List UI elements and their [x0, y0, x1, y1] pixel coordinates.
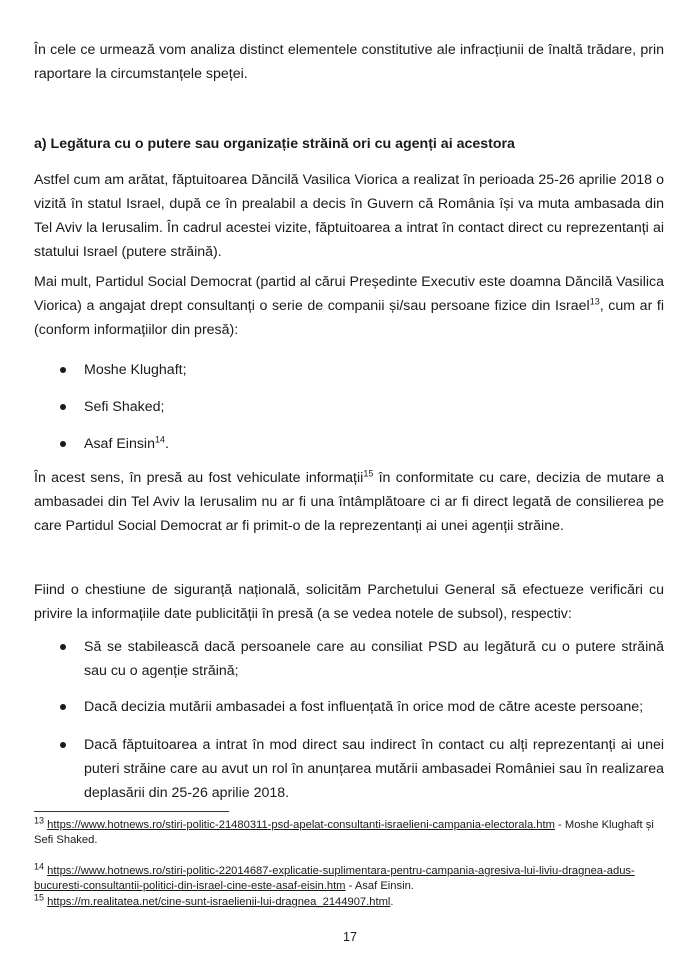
- list-item-text: Să se stabilească dacă persoanele care au consiliat PSD au legătură cu o putere străină sau cu o agenție străină;: [84, 639, 664, 679]
- paragraph-consultants: [34, 270, 664, 342]
- bullet-icon: [60, 441, 66, 447]
- list-item: [60, 733, 664, 805]
- footnote-number: 14: [34, 861, 45, 872]
- footnote-ref-15[interactable]: 15: [363, 468, 374, 479]
- footnote-text: - Asaf Einsin.: [345, 880, 414, 892]
- list-item: [60, 395, 664, 419]
- footnote-text: .: [390, 896, 394, 908]
- list-item-punct: .: [165, 436, 169, 452]
- paragraph-visit: Astfel cum am arătat, făptuitoarea Dăncilă Vasilica Viorica a realizat în perioada 25-26 aprilie 2018 o vizită în statul Israel, după ce în prealabil a decis în Guvern că România își va muta ambasada din Tel Aviv la Ierusalim. În cadrul acestei vizite, făptuitoarea a intrat în contact direct cu reprezentanți ai statului Israel (putere străină).: [34, 172, 664, 260]
- footnote-number: 15: [34, 892, 45, 903]
- footnote-number: 13: [34, 815, 45, 826]
- bullet-icon: [60, 367, 66, 373]
- list-item-label: Asaf Einsin: [84, 436, 155, 452]
- footnote-divider: [34, 811, 229, 812]
- list-item: [60, 695, 664, 719]
- list-item: [60, 358, 664, 382]
- page-number: 17: [343, 930, 357, 944]
- footnote-text: - Moshe Klughaft și Sefi Shaked.: [34, 819, 654, 846]
- paragraph-request: Fiind o chestiune de siguranță națională, solicităm Parchetului General să efectueze verificări cu privire la informațiile date publicității în presă (a se vedea notele de subsol), respectiv:: [34, 582, 664, 622]
- paragraph-consultants-text: Mai mult, Partidul Social Democrat (partid al cărui Președinte Executiv este doamna Dăncilă Vasilica Viorica) a angajat drept consultanți o serie de companii și/sau persoane fizice din Israel: [34, 274, 664, 314]
- list-item-text: Moshe Klughaft;: [84, 362, 187, 378]
- list-item: [60, 635, 664, 683]
- footnote-link[interactable]: https://www.hotnews.ro/stiri-politic-22014687-explicatie-suplimentara-pentru-campania-agresiva-lui-liviu-dragnea-adus-bucuresti-consultantii-politici-din-israel-cine-este-asaf-eisin.htm: [34, 865, 635, 892]
- bullet-icon: [60, 742, 66, 748]
- list-item-text: Dacă făptuitoarea a intrat în mod direct sau indirect în contact cu alți reprezentanți ai unei puteri străine care au avut un rol în anunțarea mutării ambasadei României sau în realizarea deplasării din 25-26 aprilie 2018.: [84, 737, 664, 801]
- footnote-15: [34, 892, 664, 910]
- footnote-link[interactable]: https://m.realitatea.net/cine-sunt-israelienii-lui-dragnea_2144907.html: [47, 896, 391, 908]
- bullet-icon: [60, 404, 66, 410]
- list-item-text: [84, 432, 664, 456]
- paragraph-press-tail: în conformitate cu care, decizia de mutare a ambasadei din Tel Aviv la Ierusalim nu ar fi una întâmplătoare ci ar fi direct legată de consilierea pe care Partidul Social Democrat ar fi primit-o de la reprezentanți ai unei agenții străine.: [34, 470, 664, 534]
- list-item-text: Sefi Shaked;: [84, 399, 165, 415]
- section-heading: a) Legătura cu o putere sau organizație străină ori cu agenți ai acestora: [34, 136, 515, 152]
- paragraph-press-text: În acest sens, în presă au fost vehiculate informații: [34, 470, 364, 486]
- bullet-icon: [60, 644, 66, 650]
- paragraph-press: [34, 466, 664, 538]
- list-item: [60, 432, 664, 456]
- list-item-text: Dacă decizia mutării ambasadei a fost influențată în orice mod de către aceste persoane;: [84, 699, 644, 715]
- paragraph-consultants-tail: , cum ar fi (conform informațiilor din presă):: [34, 298, 664, 338]
- footnote-ref-14[interactable]: 14: [154, 434, 165, 445]
- footnote-13: [34, 815, 664, 848]
- footnote-ref-13[interactable]: 13: [589, 296, 600, 307]
- footnote-link[interactable]: https://www.hotnews.ro/stiri-politic-21480311-psd-apelat-consultanti-israelieni-campania-electorala.htm: [47, 819, 555, 831]
- bullet-icon: [60, 704, 66, 710]
- intro-paragraph: În cele ce urmează vom analiza distinct elementele constitutive ale infracțiunii de înaltă trădare, prin raportare la circumstanțele speței.: [34, 42, 664, 82]
- footnote-14: [34, 861, 664, 894]
